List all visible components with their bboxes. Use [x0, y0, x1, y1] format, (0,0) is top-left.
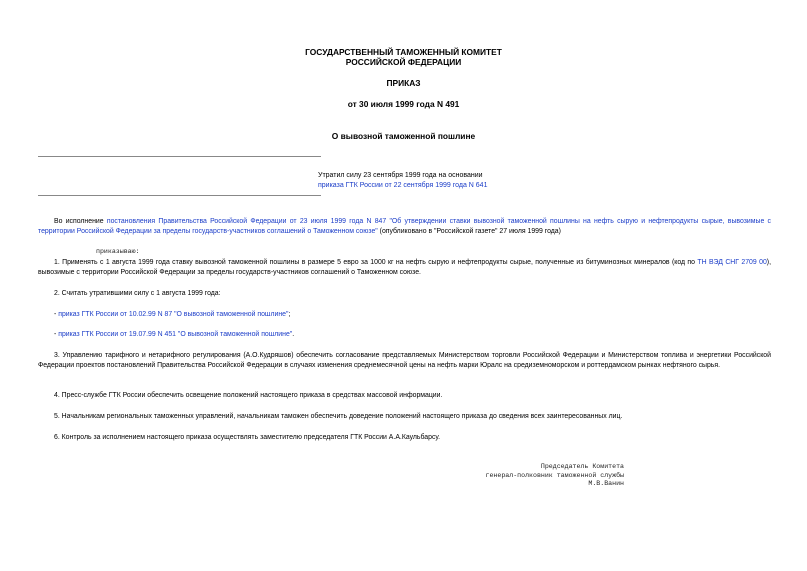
divider-bottom: [38, 195, 321, 196]
preamble-paragraph: [38, 217, 771, 236]
item-1-paragraph: [38, 258, 771, 277]
order-451-link[interactable]: приказ ГТК России от 19.07.99 N 451 "О вывозной таможенной пошлине": [58, 331, 293, 338]
item-1-text-a: 1. Применять с 1 августа 1999 года ставку вывозной таможенной пошлины в размере 5 евро за 1000 кг на нефть сырую и нефтепродукты сырые, полученные из битуминозных минералов (код по: [54, 259, 698, 266]
item-2-dash-1: -: [54, 311, 59, 318]
order-87-link[interactable]: приказ ГТК России от 10.02.99 N 87 "О вывозной таможенной пошлине": [58, 311, 289, 318]
item-3-paragraph: 3. Управлению тарифного и нетарифного регулирования (А.О.Кудряшов) обеспечить согласование представляемых Министерством торговли Российской Федерации и Министерством топлива и энергетики Российской Федерации проектов постановлений Правительства Российской Федерации в случаях изменения среднемесячной цены на нефть марки Юралс на средиземноморском и роттердамском рынках нефтяного сырья.: [38, 352, 771, 369]
document-date: от 30 июля 1999 года N 491: [347, 99, 460, 109]
item-2-end-2: .: [292, 331, 295, 338]
item-1-text-b: ), вывозимые с территории Российской Федерации за пределы государств-участников соглашений о Таможенном союзе.: [38, 259, 771, 276]
item-2-end-1: ;: [288, 311, 291, 318]
item-5-paragraph: 5. Начальникам региональных таможенных управлений, начальникам таможен обеспечить доведение положений настоящего приказа до сведения всех заинтересованных лиц.: [54, 413, 623, 420]
status-note-text: Утратил силу 23 сентября 1999 года на основании: [318, 172, 483, 179]
item-2-dash-2: -: [54, 331, 59, 338]
signature-block: [478, 463, 624, 489]
preamble-intro: Во исполнение: [54, 218, 107, 225]
org-name-line2: РОССИЙСКОЙ ФЕДЕРАЦИИ: [345, 57, 462, 67]
document-title: О вывозной таможенной пошлине: [331, 131, 476, 141]
preamble-decree-link[interactable]: постановления Правительства Российской Федерации от 23 июля 1999 года N 847 "Об утверждении ставки вывозной таможенной пошлины на нефть сырую и нефтепродукты сырые, вывозимые с территории Российской Федерации за пределы государств-участников соглашений о Таможенном союзе": [38, 218, 771, 235]
status-note-link-wrap: [318, 181, 487, 191]
item-4-paragraph: 4. Пресс-службе ГТК России обеспечить освещение положений настоящего приказа в средствах массовой информации.: [54, 392, 443, 399]
item-1-tnved-link[interactable]: ТН ВЭД СНГ 2709 00: [697, 259, 767, 266]
item-6-paragraph: 6. Контроль за исполнением настоящего приказа осуществлять заместителю председателя ГТК России А.А.Каульбарсу.: [54, 434, 441, 441]
item-2-bullet-2: [38, 330, 771, 340]
divider-top: [38, 156, 321, 157]
preamble-tail: (опубликовано в "Российской газете" 27 июля 1999 года): [377, 227, 561, 235]
signature-name: М.В.Ванин: [588, 480, 624, 488]
document-type: ПРИКАЗ: [386, 78, 421, 88]
org-name-line1: ГОСУДАРСТВЕННЫЙ ТАМОЖЕННЫЙ КОМИТЕТ: [305, 47, 502, 57]
item-2-bullet-1: [38, 310, 771, 320]
status-note-link[interactable]: приказа ГТК России от 22 сентября 1999 года N 641: [318, 182, 488, 189]
signature-rank: генерал-полковник таможенной службы: [485, 471, 624, 479]
order-word: приказываю:: [96, 248, 140, 255]
signature-position: Председатель Комитета: [540, 463, 624, 470]
item-2-paragraph: 2. Считать утратившими силу с 1 августа 1999 года:: [54, 290, 221, 297]
